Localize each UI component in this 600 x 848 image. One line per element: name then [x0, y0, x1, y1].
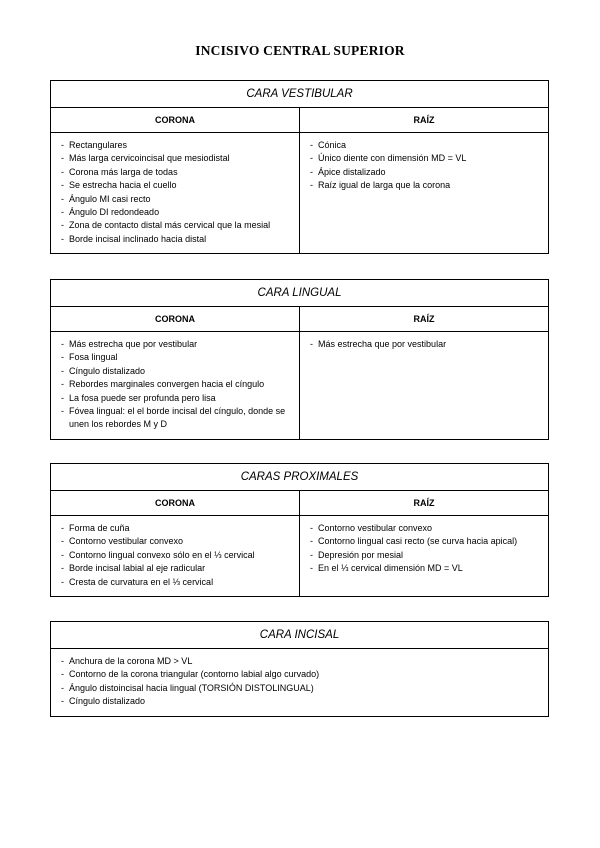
- list-item: - Más larga cervicoincisal que mesiodistal: [61, 152, 291, 165]
- section-cara-vestibular: [50, 80, 549, 254]
- list-item: - Cíngulo distalizado: [61, 365, 291, 378]
- list-item: - Contorno vestibular convexo: [310, 522, 540, 535]
- list-item: - En el ⅓ cervical dimensión MD = VL: [310, 562, 540, 575]
- list-item: - Único diente con dimensión MD = VL: [310, 152, 540, 165]
- column-header-raiz: RAÍZ: [300, 491, 549, 516]
- column-header-raiz: RAÍZ: [300, 108, 549, 133]
- raiz-cell: [300, 332, 549, 440]
- column-header-corona: CORONA: [51, 108, 300, 133]
- column-header-raiz: RAÍZ: [300, 307, 549, 332]
- list-item: - Cónica: [310, 139, 540, 152]
- corona-cell: [51, 133, 300, 254]
- list-item: - Rebordes marginales convergen hacia el cíngulo: [61, 378, 291, 391]
- list-item: - Se estrecha hacia el cuello: [61, 179, 291, 192]
- list-item: - Forma de cuña: [61, 522, 291, 535]
- raiz-list: [300, 133, 548, 200]
- corona-list: [51, 516, 299, 596]
- list-item: - Ángulo DI redondeado: [61, 206, 291, 219]
- section-heading: CARA LINGUAL: [51, 280, 549, 307]
- corona-cell: [51, 516, 300, 597]
- column-header-corona: CORONA: [51, 307, 300, 332]
- list-item: - Ángulo distoincisal hacia lingual (TORSIÓN DISTOLINGUAL): [61, 682, 540, 695]
- list-item: - Contorno lingual casi recto (se curva hacia apical): [310, 535, 540, 548]
- list-item: - Fóvea lingual: el el borde incisal del cíngulo, donde se unen los rebordes M y D: [61, 405, 291, 432]
- raiz-list: [300, 332, 548, 358]
- document-title: INCISIVO CENTRAL SUPERIOR: [195, 43, 405, 58]
- list-item: - Más estrecha que por vestibular: [310, 338, 540, 351]
- list-item: - Contorno lingual convexo sólo en el ⅓ cervical: [61, 549, 291, 562]
- raiz-cell: [300, 133, 549, 254]
- incisal-list: [51, 649, 548, 716]
- list-item: - Ángulo MI casi recto: [61, 193, 291, 206]
- list-item: - Rectangulares: [61, 139, 291, 152]
- section-caras-proximales: [50, 463, 549, 597]
- list-item: - Borde incisal inclinado hacia distal: [61, 233, 291, 246]
- corona-cell: [51, 332, 300, 440]
- list-item: - Ápice distalizado: [310, 166, 540, 179]
- section-heading: CARAS PROXIMALES: [51, 464, 549, 491]
- list-item: - Fosa lingual: [61, 351, 291, 364]
- section-cara-lingual: [50, 279, 549, 440]
- raiz-cell: [300, 516, 549, 597]
- list-item: - Corona más larga de todas: [61, 166, 291, 179]
- raiz-list: [300, 516, 548, 583]
- section-cara-incisal: [50, 621, 549, 717]
- list-item: - Raíz igual de larga que la corona: [310, 179, 540, 192]
- corona-list: [51, 332, 299, 439]
- list-item: - Contorno vestibular convexo: [61, 535, 291, 548]
- list-item: - Más estrecha que por vestibular: [61, 338, 291, 351]
- list-item: - Depresión por mesial: [310, 549, 540, 562]
- list-item: - Cíngulo distalizado: [61, 695, 540, 708]
- list-item: - Borde incisal labial al eje radicular: [61, 562, 291, 575]
- section-heading: CARA VESTIBULAR: [51, 81, 549, 108]
- incisal-cell: [51, 649, 549, 717]
- column-header-corona: CORONA: [51, 491, 300, 516]
- corona-list: [51, 133, 299, 253]
- section-heading: CARA INCISAL: [51, 622, 549, 649]
- list-item: - Contorno de la corona triangular (contorno labial algo curvado): [61, 668, 540, 681]
- list-item: - Zona de contacto distal más cervical que la mesial: [61, 219, 291, 232]
- list-item: - Cresta de curvatura en el ⅓ cervical: [61, 576, 291, 589]
- list-item: - Anchura de la corona MD > VL: [61, 655, 540, 668]
- list-item: - La fosa puede ser profunda pero lisa: [61, 392, 291, 405]
